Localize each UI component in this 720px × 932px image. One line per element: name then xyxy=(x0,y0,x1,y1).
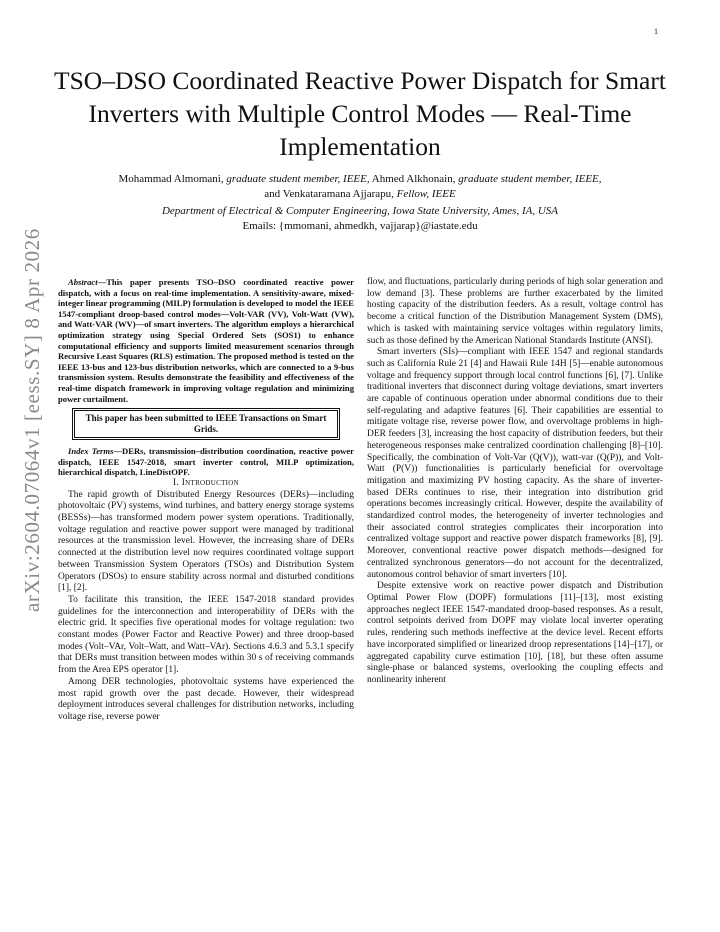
paragraph: Despite extensive work on reactive power dispatch and Distribution Optimal Power Flow (DOPF) formulations [11]–[13], most existing approaches neglect IEEE 1547-mandated droop-based responses. As a result, control setpoints derived from DOPF may violate local inverter operating rules, rendering such methods ineffective at the device level. Recent efforts have incorporated simplified or linearized droop representations [14]–[17], or aggregated capability curve estimation [10], [18], but these often assume single-phase or balanced systems, overlooking the coupling effects and nonlinearity inherent xyxy=(367,581,663,685)
section-heading-introduction: I. Introduction xyxy=(173,477,239,488)
arxiv-stamp: arXiv:2604.07064v1 [eess.SY] 8 Apr 2026 xyxy=(20,228,44,612)
paragraph: The rapid growth of Distributed Energy Resources (DERs)—including photovoltaic (PV) systems, wind turbines, and battery energy storage systems (BESSs)—has transformed modern power system operations. Traditionally, voltage regulation and reactive power support were managed by traditional resources at the transmission level. However, the increasing share of DERs connected at the distribution level now requires coordinated voltage support between Transmission System Operators (TSOs) and Distribution System Operators (DSOs) to ensure stability across normal and disturbed conditions [1], [2]. xyxy=(58,489,354,594)
paragraph: Smart inverters (SIs)—compliant with IEEE 1547 and regional standards such as California Rule 21 [4] and Hawaii Rule 14H [5]—enable autonomous voltage and frequency support through local control functions [6], [7]. Unlike traditional inverters that disconnect during voltage deviations, smart inverters are capable of continuous operation under abnormal conditions due to their self-regulating and adaptive features [6]. Their capabilities are essential to mitigate voltage rise, reverse power flow, and overvoltage problems in high-DER feeders [3], increasing the host capacity of distribution feeders, but their heterogeneous responses make centralized coordination challenging [8]–[10]. Specifically, the combination of Volt-Var (Q(V)), watt-var (Q(P)), and Volt-Watt (P(V)) functionalities is particularly beneficial for overvoltage mitigation and maximizing PV hosting capacity. As the share of inverter-based DERs continues to rise, their integration into distribution grid operations becomes increasingly critical. However, despite the availability of standardized control modes, the heterogeneity of inverter technologies and their associated control strategies complicates their incorporation into centralized voltage support and reactive power dispatch frameworks [8], [9]. Moreover, conventional reactive power dispatch methods—designed for centralized synchronous generators—do not account for the decentralized, autonomous control behavior of smart inverters [10]. xyxy=(367,347,663,580)
author-1: Mohammad Almomani, xyxy=(118,173,227,185)
abstract-label: Abstract xyxy=(68,277,98,287)
author-3-role: Fellow, IEEE xyxy=(396,188,456,200)
abstract xyxy=(58,277,354,404)
author-1-role: graduate student member, IEEE, xyxy=(226,173,370,185)
page-number: 1 xyxy=(654,27,658,36)
index-terms xyxy=(58,446,354,478)
paragraph-continued: flow, and fluctuations, particularly during periods of high solar generation and low demand [3]. These problems are further exacerbated by the limited hosting capacity of the distribution feeders. As a result, voltage control has become a critical function of the Distribution Management System (DMS), which is tasked with maintaining service voltages within regulatory limits, such as those defined by the American National Standards Institute (ANSI). xyxy=(367,277,663,346)
author-2: Ahmed Alkhonain, xyxy=(369,173,459,185)
author-list xyxy=(40,172,680,202)
author-2-role: graduate student member, IEEE, xyxy=(458,173,602,185)
right-column xyxy=(367,277,663,687)
author-3: and Venkataramana Ajjarapu, xyxy=(264,188,397,200)
index-terms-text: —DERs, transmission–distribution coordination, reactive power dispatch, IEEE 1547-2018, smart inverter control, MILP optimization, hierarchical dispatch, LineDistOPF. xyxy=(58,446,354,478)
paper-title: TSO–DSO Coordinated Reactive Power Dispatch for Smart Inverters with Multiple Control Modes — Real-Time Implementation xyxy=(54,66,666,161)
submission-notice: This paper has been submitted to IEEE Transactions on Smart Grids. xyxy=(74,410,338,438)
paragraph: To facilitate this transition, the IEEE 1547-2018 standard provides guidelines for the interconnection and interoperability of DERs with the electric grid. It specifies five operational modes for voltage regulation: two constant modes (Power Factor and Reactive Power) and three droop-based modes (Volt–VAr, Volt–Watt, and Watt–VAr). Sections 4.6.3 and 5.3.1 specify that DERs must transition between modes within 30 s of receiving commands from the Area EPS operator [1]. xyxy=(58,594,354,676)
abstract-text: —This paper presents TSO–DSO coordinated reactive power dispatch, with a focus on real-time implementation. A sensitivity-aware, mixed-integer linear programming (MILP) formulation is developed to model the IEEE 1547-compliant droop-based control modes—Volt-VAR (VV), Volt-Watt (VW), and Watt-VAR (WV)—of smart inverters. The algorithm employs a hierarchical optimization strategy using Special Ordered Sets (SOS1) to enhance computational efficiency and supports limited measurement scenarios through Recursive Least Squares (RLS) estimation. The proposed method is tested on the IEEE 13-bus and 123-bus distribution networks, which are connected to a 9-bus transmission system. Results demonstrate the feasibility and effectiveness of the real-time dispatch framework in improving voltage regulation and minimizing power curtailment. xyxy=(58,277,354,404)
author-emails: Emails: {mmomani, ahmedkh, vajjarap}@iastate.edu xyxy=(242,220,478,232)
affiliation: Department of Electrical & Computer Engineering, Iowa State University, Ames, IA, USA xyxy=(161,205,559,217)
submission-notice-box xyxy=(72,408,340,440)
index-terms-label: Index Terms xyxy=(68,446,114,457)
paragraph: Among DER technologies, photovoltaic systems have experienced the most rapid growth over the past decade. However, their widespread deployment introduces several challenges for distribution networks, including voltage rise, reverse power xyxy=(58,676,354,722)
left-column xyxy=(58,277,354,724)
